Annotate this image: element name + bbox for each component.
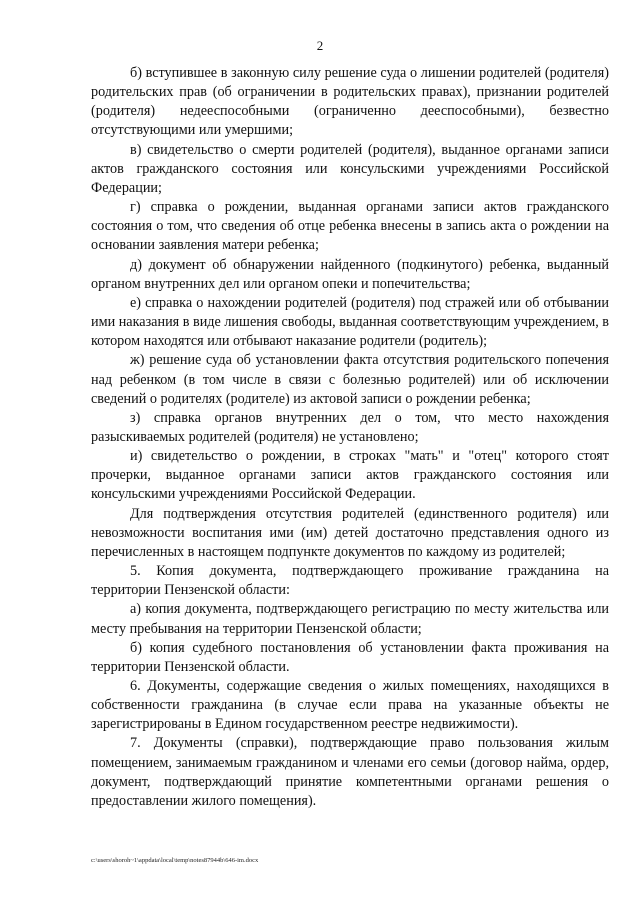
paragraph-z-wanted-parents: з) справка органов внутренних дел о том, что место нахождения разыскиваемых родителей (родителя) не установлено; [91,409,609,445]
paragraph-b-court-decision: б) вступившее в законную силу решение суда о лишении родителей (родителя) родительских прав (об ограничении в родительских правах), признании родителей (родителя) недееспособными (ограниченно дееспособными), безвестно отсутствующими или умершими; [91,65,609,139]
page-number: 2 [316,38,324,53]
paragraph-g-birth-note: г) справка о рождении, выданная органами записи актов гражданского состояния о том, что сведения об отце ребенка внесены в запись акта о рождении на основании заявления матери ребенка; [91,199,609,254]
paragraph-5b-court-ruling: б) копия судебного постановления об установлении факта проживания на территории Пензенской области. [91,639,609,675]
paragraph-confirmation-note: Для подтверждения отсутствия родителей (единственного родителя) или невозможности воспитания ими (им) детей достаточно представления одного из перечисленных в настоящем подпункте документов по каждому из родителей; [91,505,609,560]
paragraph-5-residence: 5. Копия документа, подтверждающего проживание гражданина на территории Пензенской области: [91,563,609,599]
document-body [91,64,609,811]
paragraph-6-property-documents: 6. Документы, содержащие сведения о жилых помещениях, находящихся в собственности гражданина (в случае если права на указанные объекты не зарегистрированы в Едином государственном реестре недвижимости). [91,678,609,733]
paragraph-7-usage-documents: 7. Документы (справки), подтверждающие право пользования жилым помещением, занимаемым гражданином и членами его семьи (договор найма, ордер, документ, подтверждающий принятие компетентными органами решения о предоставлении жилого помещения). [91,735,609,809]
paragraph-d-found-child: д) документ об обнаружении найденного (подкинутого) ребенка, выданный органом внутренних дел или органом опеки и попечительства; [91,256,609,292]
footer-file-path: c:\users\shoroh~1\appdata\local\temp\notes87944b\646-im.docx [91,857,259,864]
paragraph-v-death-certificate: в) свидетельство о смерти родителей (родителя), выданное органами записи актов гражданского состояния или консульскими учреждениями Российской Федерации; [91,141,609,196]
paragraph-5a-registration: а) копия документа, подтверждающего регистрацию по месту жительства или месту пребывания на территории Пензенской области; [91,601,609,637]
paragraph-e-custody: е) справка о нахождении родителей (родителя) под стражей или об отбывании ими наказания в виде лишения свободы, выданная соответствующим учреждением, в котором находятся или отбывают наказание родители (родитель); [91,294,609,350]
paragraph-zh-court-fact: ж) решение суда об установлении факта отсутствия родительского попечения над ребенком (в том числе в связи с болезнью родителей) или об исключении сведений о родителях (родителе) из актовой записи о рождении ребенка; [91,352,609,407]
paragraph-i-birth-certificate: и) свидетельство о рождении, в строках "мать" и "отец" которого стоят прочерки, выданное органами записи актов гражданского состояния или консульскими учреждениями Российской Федерации. [91,448,609,503]
